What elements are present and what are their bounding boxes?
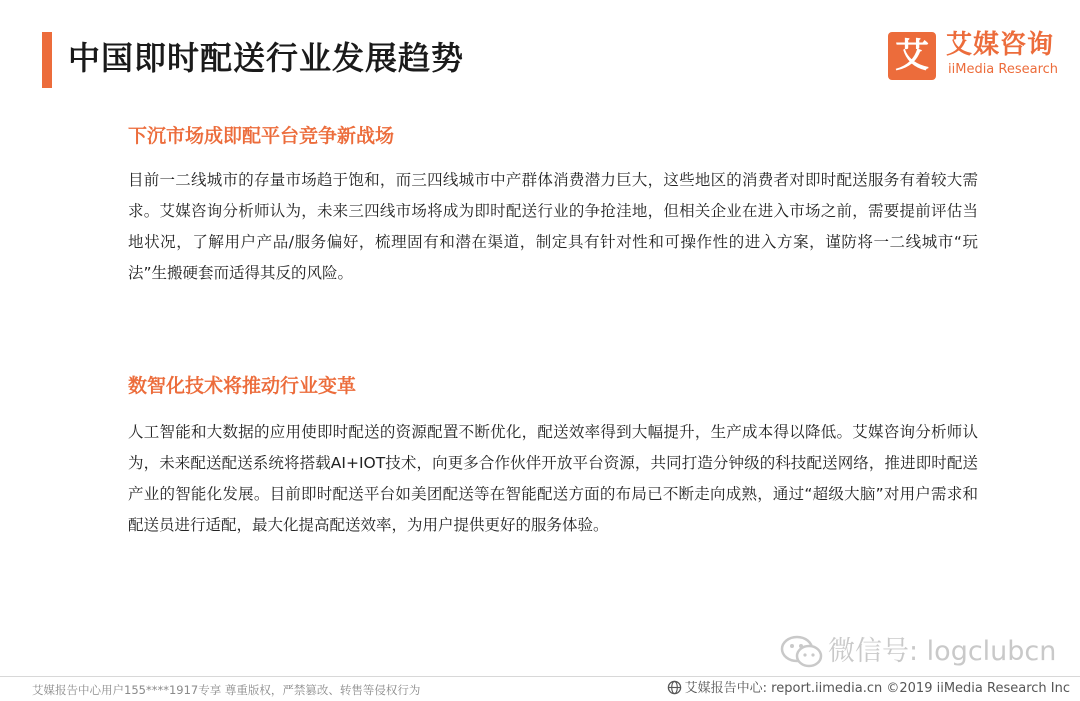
globe-icon — [667, 680, 682, 695]
section-heading-2: 数智化技术将推动行业变革 — [128, 375, 357, 397]
footer-source — [667, 680, 1070, 698]
brand-logo — [888, 32, 1058, 80]
logo-name-cn: 艾媒咨询 — [946, 30, 1055, 60]
footer-divider — [0, 676, 1080, 677]
footer-source-text: 艾媒报告中心: report.iimedia.cn ©2019 iiMedia Research Inc — [684, 681, 1070, 696]
section-body-2: 人工智能和大数据的应用使即时配送的资源配置不断优化，配送效率得到大幅提升，生产成本得以降低。艾媒咨询分析师认为，未来配送配送系统将搭载AI+IOT技术，向更多合作伙伴开放平台资源，共同打造分钟级的科技配送网络，推进即时配送产业的智能化发展。目前即时配送平台如美团配送等在智能配送方面的布局已不断走向成熟，通过“超级大脑”对用户需求和配送员进行适配，最大化提高配送效率，为用户提供更好的服务体验。 — [128, 423, 978, 534]
logo-mark-text: 艾 — [895, 36, 929, 76]
wechat-watermark — [762, 632, 1062, 672]
section-heading-1: 下沉市场成即配平台竞争新战场 — [128, 125, 395, 147]
watermark-text: 微信号: logclubcn — [828, 636, 1057, 667]
section-body-1: 目前一二线城市的存量市场趋于饱和，而三四线城市中产群体消费潜力巨大，这些地区的消费者对即时配送服务有着较大需求。艾媒咨询分析师认为，未来三四线市场将成为即时配送行业的争抢洼地，但相关企业在进入市场之前，需要提前评估当地状况，了解用户产品/服务偏好，梳理固有和潜在渠道，制定具有针对性和可操作性的进入方案，谨防将一二线城市“玩法”生搬硬套而适得其反的风险。 — [128, 171, 978, 282]
logo-mark-icon — [888, 32, 936, 80]
logo-name-en: iiMedia Research — [948, 62, 1059, 77]
page-title: 中国即时配送行业发展趋势 — [68, 39, 465, 77]
title-accent-bar — [42, 32, 52, 88]
wechat-icon — [780, 634, 824, 670]
footer-copyright-notice: 艾媒报告中心用户155****1917专享 尊重版权，严禁篡改、转售等侵权行为 — [32, 683, 421, 697]
